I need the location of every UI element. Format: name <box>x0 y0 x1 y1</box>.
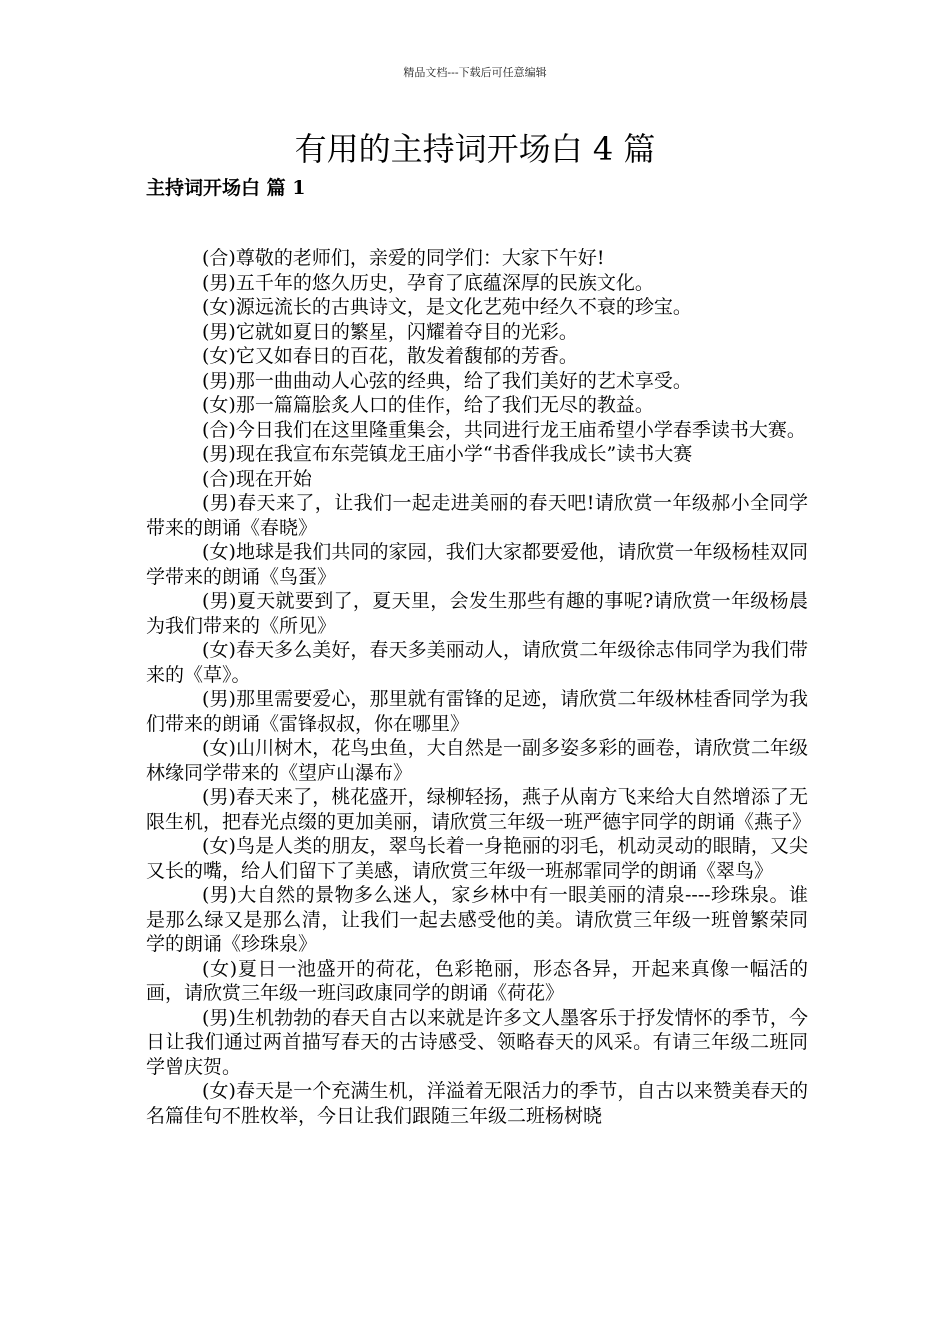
paragraph: (男)春天来了，让我们一起走进美丽的春天吧!请欣赏一年级郝小全同学带来的朗诵《春晓》 <box>146 492 808 539</box>
paragraph: (男)夏天就要到了，夏天里，会发生那些有趣的事呢?请欣赏一年级杨晨为我们带来的《所见》 <box>146 590 808 637</box>
document-title: 有用的主持词开场白 4 篇 <box>294 130 656 168</box>
paragraph: (女)地球是我们共同的家园，我们大家都要爱他，请欣赏一年级杨桂双同学带来的朗诵《鸟蛋》 <box>146 541 808 588</box>
paragraph: (男)春天来了，桃花盛开，绿柳轻扬，燕子从南方飞来给大自然增添了无限生机，把春光点缀的更加美丽，请欣赏三年级一班严德宇同学的朗诵《燕子》 <box>146 786 812 833</box>
paragraph: (女)源远流长的古典诗文，是文化艺苑中经久不衰的珍宝。 <box>202 296 692 318</box>
paragraph: (男)五千年的悠久历史，孕育了底蕴深厚的民族文化。 <box>202 271 654 294</box>
paragraph: (女)那一篇篇脍炙人口的佳作，给了我们无尽的教益。 <box>202 394 654 416</box>
paragraph: (合)今日我们在这里隆重集会，共同进行龙王庙希望小学春季读书大赛。 <box>202 418 806 441</box>
paragraph: (男)生机勃勃的春天自古以来就是许多文人墨客乐于抒发情怀的季节，今日让我们通过两首描写春天的古诗感受、领略春天的风采。有请三年级二班同学曾庆贺。 <box>146 1006 808 1078</box>
paragraph: (合)尊敬的老师们，亲爱的同学们：大家下午好! <box>202 247 605 269</box>
paragraph: (女)山川树木，花鸟虫鱼，大自然是一副多姿多彩的画卷，请欣赏二年级林缘同学带来的《望庐山瀑布》 <box>146 737 808 784</box>
paragraph: (男)那里需要爱心，那里就有雷锋的足迹，请欣赏二年级林桂香同学为我们带来的朗诵《雷锋叔叔，你在哪里》 <box>146 688 808 735</box>
paragraph: (男)那一曲曲动人心弦的经典，给了我们美好的艺术享受。 <box>202 369 692 392</box>
paragraph: (女)春天多么美好，春天多美丽动人，请欣赏二年级徐志伟同学为我们带来的《草》。 <box>146 639 808 686</box>
section-title: 主持词开场白 篇 1 <box>146 177 306 199</box>
paragraph: (女)春天是一个充满生机，洋溢着无限活力的季节，自古以来赞美春天的名篇佳句不胜枚举，今日让我们跟随三年级二班杨树晓 <box>146 1080 808 1127</box>
paragraph: (男)它就如夏日的繁星，闪耀着夺目的光彩。 <box>202 320 578 343</box>
paragraph: (男)现在我宣布东莞镇龙王庙小学“书香伴我成长”读书大赛 <box>202 443 693 465</box>
paragraph: (女)夏日一池盛开的荷花，色彩艳丽，形态各异，开起来真像一幅活的画，请欣赏三年级一班闫政康同学的朗诵《荷花》 <box>146 957 808 1004</box>
paragraph: (男)大自然的景物多么迷人，家乡林中有一眼美丽的清泉----珍珠泉。谁是那么绿又是那么清，让我们一起去感受他的美。请欣赏三年级一班曾繁荣同学的朗诵《珍珠泉》 <box>146 884 808 955</box>
paragraph: (合)现在开始 <box>202 467 312 490</box>
document-body <box>146 246 812 1128</box>
paragraph: (女)鸟是人类的朋友，翠鸟长着一身艳丽的羽毛，机动灵动的眼睛，又尖又长的嘴，给人们留下了美感，请欣赏三年级一班郝霏同学的朗诵《翠鸟》 <box>146 835 808 882</box>
header-note: 精品文档---下载后可任意编辑 <box>403 66 547 79</box>
paragraph: (女)它又如春日的百花，散发着馥郁的芳香。 <box>202 345 578 367</box>
